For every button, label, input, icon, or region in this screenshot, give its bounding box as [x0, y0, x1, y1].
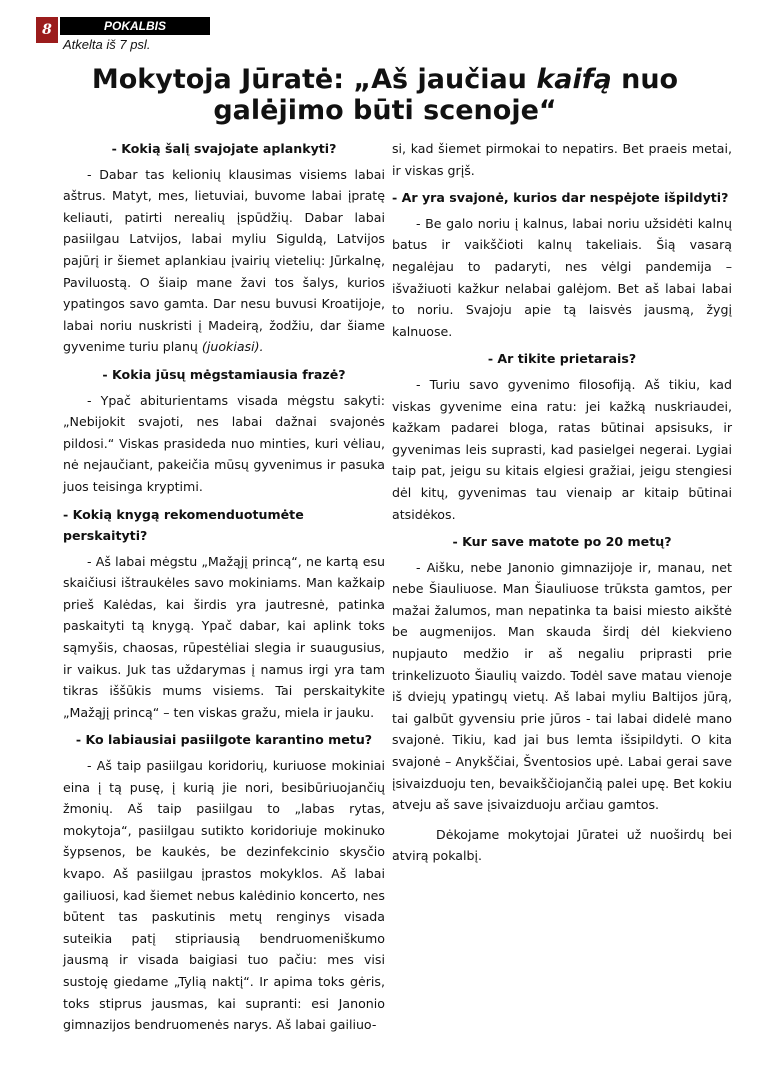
section-label: POKALBIS — [60, 17, 210, 35]
answer: - Turiu savo gyvenimo filosofiją. Aš tikiu, kad viskas gyvenime eina ratu: jei kažką nuskriaudei, kažkam padarei bloga, ratas būtinai apsisuks, ir gyvenimas leis suprasti, kad pasielgei negerai. Lygiai taip pat, jeigu su kitais elgiesi gražiai, jeigu stengiesi dėl kitų, gyvenimas tau vienaip ar kitaip būtinai atsidėkos. — [392, 376, 732, 522]
question: - Ko labiausiai pasiilgote karantino metu? — [75, 732, 373, 748]
title-part-2: nuo galėjimo būti scenoje“ — [213, 64, 679, 126]
question: - Kokią šalį svajojate aplankyti? — [111, 141, 337, 156]
answer — [63, 164, 385, 358]
answer: - Be galo noriu į kalnus, labai noriu užsidėti kalnų batus ir vaikščioti kalnų takeliais. Šią vasarą negalėjau to padaryti, nes vėlgi pandemija – išvažiuoti kažkur nelabai galėjom. Bet aš labai labai to noriu. Svajoju apie tą laisvės jausmą, žygį kalnuose. — [392, 215, 732, 339]
answer: - Ypač abiturientams visada mėgstu sakyti: „Nebijokit svajoti, nes labai dažnai svajonės pildosi.“ Viskas prasideda nuo minties, kuri vėliau, nė nejaučiant, pakeičia mūsų gyvenimus ir pasuka juos teisinga kryptimi. — [63, 392, 385, 494]
answer-continuation: si, kad šiemet pirmokai to nepatirs. Bet praeis metai, ir viskas grįš. — [392, 141, 732, 178]
question: - Kokią knygą rekomenduotumėte perskaityti? — [63, 506, 304, 544]
question: - Ar yra svajonė, kurios dar nespėjote išpildyti? — [392, 190, 729, 206]
page-number: 8 — [36, 17, 58, 43]
right-column — [392, 138, 732, 873]
continued-note: Atkelta iš 7 psl. — [63, 37, 151, 52]
title-part-1: Mokytoja Jūratė: „Aš jaučiau — [91, 64, 537, 95]
question: - Kokia jūsų mėgstamiausia frazė? — [102, 366, 346, 382]
closing-thanks: Dėkojame mokytojai Jūratei už nuoširdų bei atvirą pokalbį. — [392, 826, 732, 864]
answer: - Aš taip pasiilgau koridorių, kuriuose mokiniai eina į tą pusę, į kurią jie nori, besibūriuojančių žmonių. Aš taip pasiilgau to „labas rytas, mokytoja“, pasiilgau sutikto koridoriuje mokinuko šypsenos, be kaukės, be dezinfekcinio skysčio kvapo. Aš pasiilgau įprastos mokyklos. Aš labai gailiuosi, kad šiemet nebus kalėdinio koncerto, nes būtent tas paskutinis metų renginys visada suteikia patį stipriausią bendruomeniškumo jausmą ir visada baigiasi tuo pačiu: mes visi sustoję giedame „Tylią naktį“. Ir apima toks gėris, toks stiprus jausmas, kai supranti: esi Janonio gimnazijos bendruomenės narys. Aš labai gailiuo- — [63, 758, 385, 1033]
article-title — [40, 64, 730, 126]
answer-text: - Dabar tas kelionių klausimas visiems labai aštrus. Matyt, mes, lietuviai, buvome labai įpratę keliauti, patirti nerealių įspūdžių. Dabar labai pasiilgau Latvijos, labai myliu Siguldą, Latvijos pajūrį ir šiemet aplankiau įvairių vietelių: Jūrkalnę, Paviluostą. O šiaip mane žavi tos šalys, kurios ypatingos savo gamta. Dar nesu buvusi Kroatijoje, labai noriu nuskristi į Madeirą, žodžiu, dar šiame gyvenime turiu planų — [63, 166, 385, 355]
left-column — [63, 138, 385, 1042]
title-emphasis: kaifą — [536, 64, 612, 95]
answer: - Aišku, nebe Janonio gimnazijoje ir, manau, net nebe Šiauliuose. Man Šiauliuose trūksta gamtos, per mažai žalumos, man nepatinka ta baisi miesto aikštė be augmenijos. Man skauda širdį dėl kiekvieno nupjauto medžio ir aš negaliu priprasti prie trinkelizuoto Šiaulių vaizdo. Todėl save matau vienoje iš dviejų ypatingų vietų. Aš labai myliu Baltijos jūrą, tai galbūt gyvensiu prie jūros - tai labai didelė mano svajonė. Tikiu, kad jai bus lemta išsipildyti. O kita svajonė – Anykščiai, Šventosios upė. Labai gerai save įsivaizduoju ten, bevaikščiojančią palei upę. Bet kokiu atveju aš save įsivaizduoju arčiau gamtos. — [392, 559, 732, 813]
question: - Kur save matote po 20 metų? — [452, 534, 672, 550]
answer-remark: (juokiasi). — [201, 339, 264, 355]
answer: - Aš labai mėgstu „Mažąjį princą“, ne kartą esu skaičiusi ištraukėles savo mokiniams. Man kažkaip prieš Kalėdas, kai širdis yra jautresnė, patinka paskaityti tą knygą. Ypač dabar, kai aplink toks sąmyšis, chaosas, rūpestėliai slegia ir suaugusius, ir vaikus. Juk tas uždarymas į namus irgi yra tam tikras iššūkis mums visiems. Tai perskaitykite „Mažąjį princą“ – ten viskas gražu, miela ir jauku. — [63, 553, 385, 720]
question: - Ar tikite prietarais? — [487, 351, 637, 367]
